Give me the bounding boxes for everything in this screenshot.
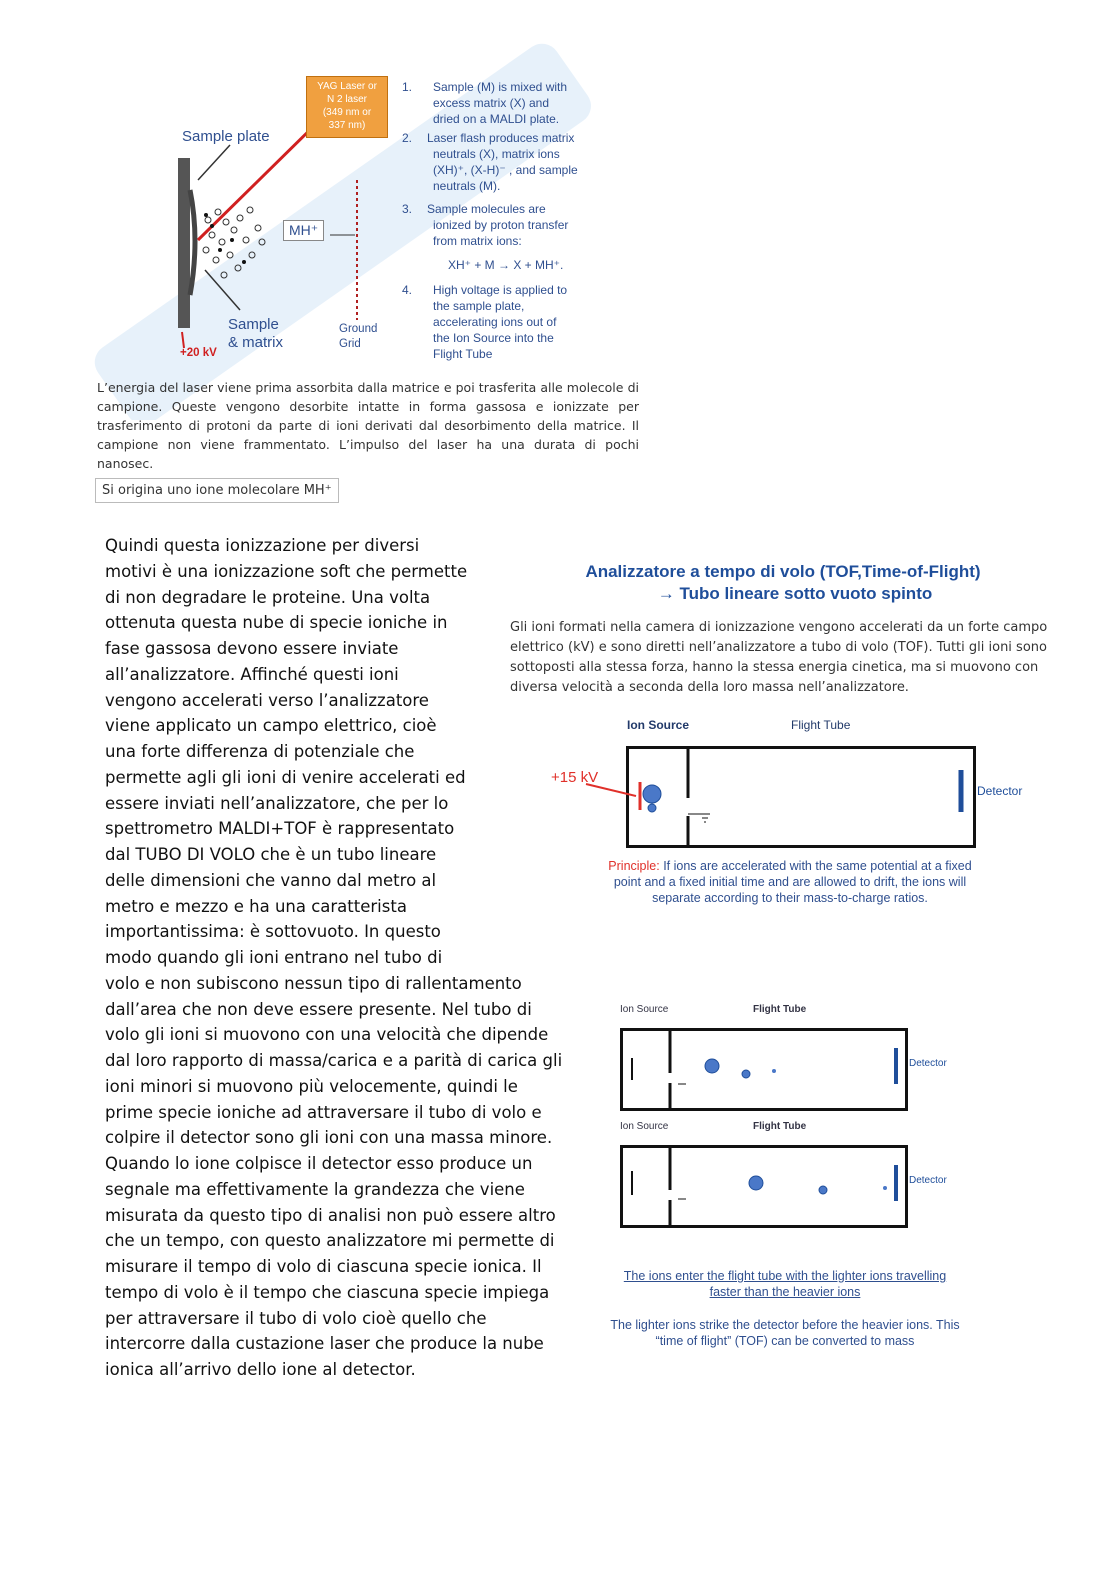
paragraph-line: una forte differenza di potenziale che	[105, 742, 415, 761]
ion-medium	[742, 1070, 750, 1078]
laser-source-box	[306, 76, 388, 138]
voltage-label: +20 kV	[180, 347, 217, 359]
ion-heavy	[705, 1059, 719, 1073]
flight-tube-label: Flight Tube	[791, 718, 851, 732]
step-4-line-3: accelerating ions out of	[433, 315, 557, 329]
step-3-line-3: from matrix ions:	[433, 234, 522, 248]
paragraph-line: motivi è una ionizzazione soft che permette	[105, 562, 468, 581]
tof-diagram-3	[620, 1145, 908, 1228]
paragraph-line: misurare il tempo di volo di ciascuna specie ionica. Il	[105, 1257, 542, 1276]
paragraph-line: di non degradare le proteine. Una volta	[105, 588, 431, 607]
paragraph-line: Quando lo ione colpisce il detector esso produce un	[105, 1154, 533, 1173]
detector-label-2: Detector	[909, 1058, 947, 1069]
paragraph-line: dall’area che non deve essere presente. Nel tubo di	[105, 1000, 532, 1019]
voltage-arrow	[182, 332, 184, 348]
principle-label: Principle:	[608, 859, 660, 873]
step-4-line-1: High voltage is applied to	[433, 283, 568, 297]
tof-principle	[600, 858, 980, 906]
paragraph-line: per attraversare il tubo di volo cioè quello che	[105, 1309, 487, 1328]
principle-text: If ions are accelerated with the same potential at a fixed point and a fixed initial time and are allowed to drift, the ions will separate according to their mass-to-charge ratios.	[613, 859, 972, 905]
step-4-line-5: Flight Tube	[433, 347, 493, 361]
ion-source-label-2: Ion Source	[620, 1004, 669, 1015]
paragraph-line: metro e mezzo e ha una caratterista	[105, 897, 407, 916]
paragraph-line: spettrometro MALDI+TOF è rappresentato	[105, 819, 455, 838]
step-2-line-3: (XH)⁺, (X-H)⁻ , and sample	[433, 163, 578, 177]
paragraph-line: permette agli gli ioni di venire accelerati ed	[105, 768, 466, 787]
ground-line-2: Grid	[339, 338, 361, 350]
maldi-caption: L’energia del laser viene prima assorbita dalla matrice e poi trasferita alle molecole di campione. Queste vengono desorbite intatte in forma gassosa e ionizzate per trasferimento di protoni da parte di ioni derivati dal desorbimento della matrice. Il campione non viene frammentato. L’impulso del laser ha una durata di pochi nanosec.	[97, 380, 639, 471]
ion-light	[772, 1069, 776, 1073]
laser-line-1: YAG Laser or	[317, 81, 377, 92]
paragraph-line: essere inviati nell’analizzatore, che per lo	[105, 794, 449, 813]
paragraph-line: segnale ma effettivamente la grandezza che viene	[105, 1180, 525, 1199]
detector-label: Detector	[977, 784, 1023, 798]
paragraph-line: importantissima: è sottovuoto. In questo	[105, 922, 441, 941]
tof-description: Gli ioni formati nella camera di ionizzazione vengono accelerati da un forte campo elettrico (kV) e sono diretti nell’analizzatore a tubo di volo (TOF). Tutti gli ioni sono sottoposti alla stessa forza, hanno la stessa energia cinetica, ma si muovono con diversa velocità a seconda della loro massa nell’analizzatore.	[510, 620, 1048, 695]
step-2-line-4: neutrals (M).	[433, 179, 501, 193]
step-1-line-3: dried on a MALDI plate.	[433, 112, 560, 126]
laser-line-3: (349 nm or	[322, 107, 372, 118]
paragraph-line: volo gli ioni si muovono con una velocità che dipende	[105, 1025, 549, 1044]
paragraph-line: Quindi questa ionizzazione per diversi	[105, 536, 420, 555]
tof-subtitle: → Tubo lineare sotto vuoto spinto	[657, 584, 933, 603]
step-4-text	[433, 282, 567, 362]
step-3-line-1: Sample molecules are	[427, 202, 546, 216]
sample-matrix-line-2: & matrix	[228, 334, 284, 351]
tof-title: Analizzatore a tempo di volo (TOF,Time-of-Flight)	[585, 562, 981, 581]
step-1-number: 1.	[402, 80, 413, 94]
particle-cloud	[203, 207, 265, 278]
reaction-equation: XH⁺ + M → X + MH⁺.	[448, 258, 564, 272]
matrix-pointer	[205, 270, 240, 310]
ion-source-label: Ion Source	[627, 718, 690, 732]
paragraph-line: tempo di volo è il tempo che ciascuna specie impiega	[105, 1283, 550, 1302]
step-3-number: 3.	[402, 202, 413, 216]
paragraph-line: intercorre dalla custazione laser che produce la nube	[105, 1334, 544, 1353]
ion-small	[648, 804, 656, 812]
tof-diagram-1	[540, 746, 990, 848]
step-2-line-1: Laser flash produces matrix	[427, 131, 575, 145]
flight-tube-label-2: Flight Tube	[753, 1004, 807, 1015]
step-4-line-4: the Ion Source into the	[433, 331, 554, 345]
paragraph-line: misurata da questo tipo di analisi non può essere altro	[105, 1206, 556, 1225]
laser-line-2: N 2 laser	[326, 94, 367, 105]
paragraph-line: dal loro rapporto di massa/carica e a parità di carica gli	[105, 1051, 563, 1070]
step-3-line-2: ionized by proton transfer	[433, 218, 569, 232]
paragraph-line: volo e non subiscono nessun tipo di rallentamento	[105, 974, 522, 993]
step-1-text	[433, 79, 567, 127]
paragraph-line: viene applicato un campo elettrico, cioè	[105, 716, 437, 735]
ion-heavy-2	[749, 1176, 763, 1190]
sample-plate-label: Sample plate	[182, 128, 270, 145]
paragraph-line: ottenuta questa nube di specie ioniche in	[105, 613, 448, 632]
paragraph-line: fase gassosa devono essere inviate	[105, 639, 399, 658]
paragraph-line: modo quando gli ioni entrano nel tubo di	[105, 948, 443, 967]
paragraph-line: all’analizzatore. Affinché questi ioni	[105, 665, 399, 684]
sample-plate	[178, 158, 190, 328]
ion-large	[643, 785, 661, 803]
detector-label-3: Detector	[909, 1175, 947, 1186]
step-2-number: 2.	[402, 131, 413, 145]
ion-medium-2	[819, 1186, 827, 1194]
sample-matrix-line-1: Sample	[228, 316, 279, 333]
voltage-15kv: +15 kV	[551, 769, 599, 786]
tof-note-1: The ions enter the flight tube with the lighter ions travelling faster than the heavier ions	[623, 1269, 947, 1299]
matrix-layer	[190, 190, 195, 295]
mh-label: MH⁺	[283, 220, 324, 241]
paragraph-line: ionica all’arrivo dello ione al detector.	[105, 1360, 416, 1379]
step-3-text	[427, 201, 568, 249]
tof-diagram-2	[620, 1028, 908, 1111]
tof-note-2: The lighter ions strike the detector before the heavier ions. This “time of flight” (TOF) can be converted to mass	[610, 1318, 960, 1348]
paragraph-line: delle dimensioni che vanno dal metro al	[105, 871, 437, 890]
ground-grid-label	[339, 322, 377, 352]
sample-matrix-label	[228, 316, 283, 352]
step-4-number: 4.	[402, 283, 413, 297]
ion-source-label-3: Ion Source	[620, 1121, 669, 1132]
ground-line-1: Ground	[339, 323, 378, 335]
paragraph-line: ioni minori si muovono più velocemente, quindi le	[105, 1077, 518, 1096]
step-1-line-1: Sample (M) is mixed with	[433, 80, 568, 94]
flight-tube-label-3: Flight Tube	[753, 1121, 807, 1132]
paragraph-line: dal TUBO DI VOLO che è un tubo lineare	[105, 845, 437, 864]
laser-line-4: 337 nm)	[328, 120, 366, 131]
paragraph-line: che un tempo, con questo analizzatore mi permette di	[105, 1231, 555, 1250]
step-2-line-2: neutrals (X), matrix ions	[433, 147, 560, 161]
paragraph-line: vengono accelerati verso l’analizzatore	[105, 691, 429, 710]
plate-pointer	[198, 145, 230, 180]
step-4-line-2: the sample plate,	[433, 299, 525, 313]
molecular-ion-note: Si origina uno ione molecolare MH⁺	[95, 478, 339, 503]
paragraph-line: prime specie ioniche ad attraversare il tubo di volo e	[105, 1103, 542, 1122]
ion-light-2	[883, 1186, 887, 1190]
step-2-text	[427, 130, 578, 194]
paragraph-line: colpire il detector sono gli ioni con una massa minore.	[105, 1128, 553, 1147]
step-1-line-2: excess matrix (X) and	[433, 96, 550, 110]
